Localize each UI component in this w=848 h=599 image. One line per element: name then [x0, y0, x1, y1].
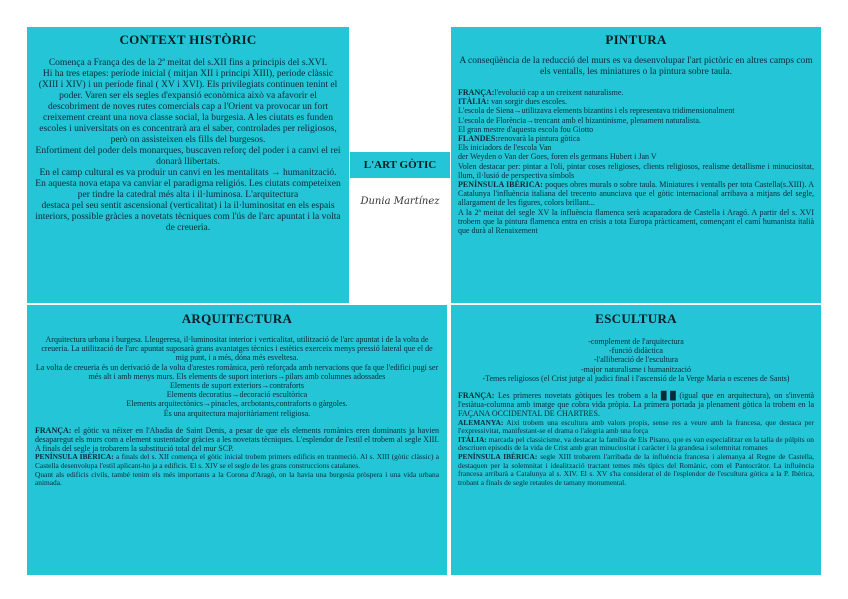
arq-paragraph: Elements arquitectònics→pinacles, arcbotants,contraforts o gàrgoles.: [126, 399, 348, 409]
region-text: a finals del s. XII comença el gòtic inicial trobem primers edificis en tranmeció. Al s. XIII (gòtic clàssic) a Castella desenvolupa l'estil aplicant-ho ja a edificis. El s. XIV se el segle de les grans construccions catalanes.: [35, 452, 439, 471]
context-historic-panel: [27, 27, 349, 303]
arquitectura-panel: [27, 305, 447, 575]
arq-region: [35, 453, 439, 470]
arquitectura-title: ARQUITECTURA: [181, 311, 293, 326]
region-text: marcada pel classicisme, va destacar la família de Els Pisano, que es van especialitzar en la talla de púlpits on descriuen episodis de la vida de Crist amb gran minuciositat i caràcter i la grandesa i solemnitat romanes: [458, 434, 814, 453]
arq-region: [35, 426, 439, 454]
item-text: poques obres murals o sobre taula. Miniatures i ventalls per tota Castella(s.XIII). A Catalunya l'influència italiana del trecento anunciava que el gòtic internacional arribava a mitjans del segle, allargament de les figures, colors brillant...: [458, 180, 815, 208]
pintura-item: L'escola de Florència→trencant amb el bizantinisme, plenament naturalista.: [458, 115, 701, 125]
arq-paragraph: La volta de creueria és un derivació de la volta d'arestes romànica, però reforçada amb nervacions que fa que l'edifici pugi ser més alt i amb menys murs. Els elements de suport interiors→pilars amb columnes adossades: [35, 362, 439, 381]
context-body: [35, 58, 341, 234]
region-label: ITÀLIA:: [458, 97, 490, 107]
pintura-item: Volen destacar per: pintar a l'oli, pintar coses religioses, clients religiosos, realisme detallisme i minuciositat, llum, il·lusió de perspectiva símbols: [458, 161, 814, 180]
arq-paragraph: Arquitectura urbana i burgesa. Lleugeresa, il·luminositat interior i verticalitat, utilització de l'arc apuntat i de la volta de creueria. La utilització de l'arc apuntat suposarà grans avantatges tècnics i estètics exerceix menys pressió lateral que el de mig punt, i a més, dóna més esveltesa.: [41, 335, 433, 363]
escul-region: [458, 453, 814, 487]
item-text: van sorgir dues escoles.: [489, 97, 567, 107]
escultura-title: ESCULTURA: [595, 311, 677, 326]
escul-list-item: -funció didàctica: [609, 346, 663, 356]
context-line: Hi ha tres etapes: període inicial ( mitjan XII i principi XIII), període clàssic (XIII i XIV) i un període final ( XV i XVI). Els privilegiats continuen tenint el poder. Varen ser els segles d'expansió econòmica això va afavorir el descobriment de noves rutes comercials cap a l'Orient va provocar un fort creixement creant una nova classe social, la burgesia. A les ciutats es funden escoles i universitats on es concentrarà ara el saber, controlades per religiosos, però on assisteixen els fills del burgesos.: [38, 69, 338, 145]
center-title: L'ART GÒTIC: [350, 152, 450, 178]
author-signature: Dunia Martínez: [360, 196, 440, 207]
arq-paragraph: És una arquitectura majoritàriament religiosa.: [163, 408, 311, 418]
region-label: FRANÇA:: [458, 88, 495, 97]
item-text: renovarà la pintura gòtica: [498, 134, 580, 144]
pintura-item: [458, 88, 814, 97]
region-label: PENÍNSULA IBÈRICA:: [35, 452, 114, 462]
context-line: En aquesta nova etapa va canviar el paradigma religiós. Les ciutats competeixen per tindre la catedral més alta i il·luminosa. L'arquitectura: [35, 179, 341, 200]
context-line: Comença a França des de la 2ª meitat del s.XII fins a principis del s.XVI.: [48, 58, 328, 68]
escultura-panel: [451, 305, 821, 575]
pintura-item: L'escola de Siena→utilitzava elements bizantins i els representava tridimensionalment: [458, 106, 735, 116]
context-line: En el camp cultural es va produir un canvi en les mentalitats → humanització.: [39, 168, 337, 178]
pintura-title: PINTURA: [605, 32, 667, 47]
arquitectura-body: [35, 335, 439, 418]
region-label: ITÀLIA:: [458, 434, 487, 444]
region-label: ALEMANYA:: [458, 417, 504, 427]
region-label: FRANÇA:: [458, 391, 495, 401]
pintura-item: A la 2ª meitat del segle XV la influència flamenca serà acaparadora de Castella i Aragó. A partir del s. XVI trobem que la pintura flamenca entra en crisis a tota Europa pràcticament, començant el camí humanista italià que durà al Renaixement: [458, 207, 814, 236]
context-line: destaca pel seu sentit ascensional (verticalitat) i la il·luminositat en els espais interiors, possible gràcies a novetats tècniques com l'ús de l'arc apuntat i la volta de creueria.: [35, 201, 341, 233]
region-text: el gòtic va néixer en l'Abadia de Saint Denis, a pesar de que els elements romànics eren dominants ja havien desaparegut els murs com a element sustentador gràcies a les novetats tècniques. L'esplendor de l'estil el trobem al segle XIII. A finals del segle ja trobarem la substitució total del mur SCP.: [35, 425, 439, 454]
pintura-item: [458, 134, 814, 143]
arquitectura-regions: [35, 426, 439, 488]
region-label: PENÍNSULA IBÈRICA:: [458, 452, 538, 461]
escultura-list: [458, 337, 814, 383]
arq-paragraph: Elements de suport exteriors→contraforts: [170, 381, 304, 391]
context-title: CONTEXT HISTÒRIC: [119, 32, 257, 47]
escul-list-item: -major naturalisme i humanització: [581, 364, 691, 374]
escultura-regions: [458, 391, 814, 487]
arq-region: Quant als edificis civils, també tenim els més importants a la Corona d'Aragó, on la havia una burgesia pròspera i una vida urbana animada.: [35, 469, 439, 488]
pintura-item: der Weyden o Van der Goes, foren els germans Hubert i Jan V: [458, 152, 657, 162]
region-text: Així trobem una escultura amb valors propis, sense res a veure amb la francesa, que destaca per l'expressivitat, manifestant-se el drama o l'alegria amb una força: [458, 417, 814, 436]
pintura-intro: A conseqüència de la reducció del murs es va desenvolupar l'art pictòric en altres camps com els ventalls, les miniatures o la pintura sobre taula.: [459, 56, 813, 77]
pintura-item: El gran mestre d'aquesta escola fou Giotto: [458, 124, 594, 134]
pintura-items: [458, 88, 814, 235]
escul-region: [458, 419, 814, 436]
region-label: PENÍNSULA IBÈRICA:: [458, 180, 543, 190]
escul-region: [458, 436, 814, 453]
pintura-item: [458, 180, 814, 208]
pintura-item: Els iniciadors de l'escola Van: [458, 143, 552, 153]
escul-list-item: -complement de l'arquitectura: [588, 337, 684, 346]
context-line: Enfortiment del poder dels monarques, buscaven reforç del poder i a canvi el rei donarà llibertats.: [35, 146, 341, 167]
arq-paragraph: Elements decoratius→decoració escultòrica: [166, 390, 308, 400]
item-text: l'evolució cap a un creixent naturalisme.: [494, 88, 624, 97]
pintura-item: [458, 97, 814, 106]
escul-region: [458, 391, 814, 419]
escul-list-item: -l'alliberació de l'escultura: [593, 355, 679, 365]
region-label: FRANÇA:: [35, 425, 72, 435]
region-text: segle XIII trobarem l'arribada de la influència francesa i alemanya al Regne de Castella, destaquen per la solemnitat i idealització tractant temes més típics del Romànic, com el Pantocràtor. La influència francesa arribarà a Catalunya al s. XIV. El s. XV s'ha considerat el de l'esplendor de l'escultura gòtica a la P. Ibèrica, trobant a finals de segle retaules de tamany monumental.: [458, 452, 815, 487]
region-text: Les primeres novetats gòtiques les trobem a la █ █ (igual que en arquitectura), on s'inventà l'estàtua-columna amb imatge que cobra vida pròpia. La primera portada ja plenament gòtica la trobem en la FAÇANA OCCIDENTAL DE CHARTRES.: [458, 391, 814, 419]
escul-list-item: -Temes religiosos (el Crist jutge al judici final i l'ascensió de la Verge Maria o escenes de Sants): [482, 373, 790, 383]
pintura-panel: [451, 27, 821, 303]
region-label: FLANDES:: [458, 134, 499, 144]
